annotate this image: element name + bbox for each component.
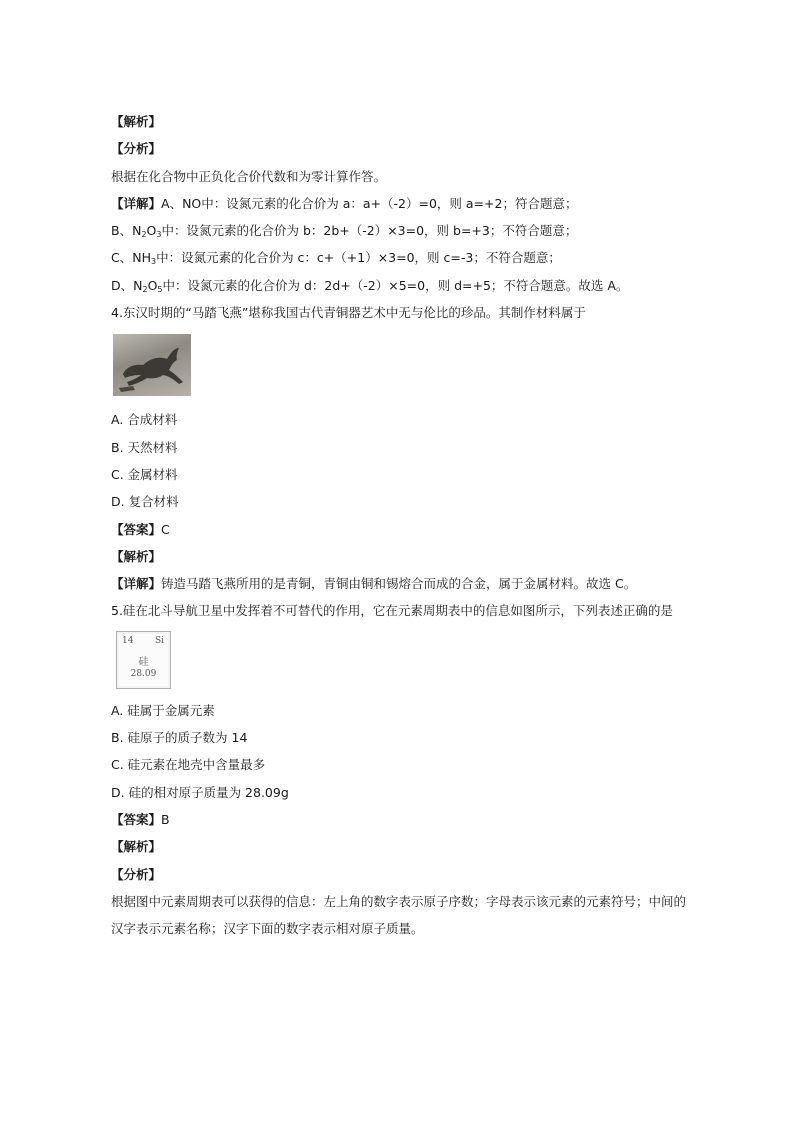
option-d: D. 复合材料: [111, 494, 179, 510]
element-number: 14: [122, 635, 134, 646]
element-mass: 28.09: [130, 668, 157, 679]
element-card: [116, 631, 171, 689]
detail-line: [111, 570, 711, 597]
detail-text: 铸造马踏飞燕所用的是青铜，青铜由铜和锡熔合而成的合金，属于金属材料。故选 C。: [161, 576, 637, 592]
option-b: B. 天然材料: [111, 439, 178, 455]
option-a: A. 硅属于金属元素: [111, 702, 215, 718]
question-5: 5.硅在北斗导航卫星中发挥着不可替代的作用，它在元素周期表中的信息如图所示，下列表述正确的是: [111, 603, 673, 619]
section-jiexi: 【解析】: [111, 548, 162, 564]
bronze-horse-image: [113, 334, 191, 396]
detail-line-c: C、$NH_3$中：设氮元素的化合价为 c：c+（+1）×3=0，则 c=-3；不符合题意；: [111, 250, 561, 267]
option-d: D. 硅的相对原子质量为 28.09g: [111, 784, 289, 800]
detail-line-a: [111, 190, 711, 217]
detail-tag: 【详解】: [111, 576, 162, 592]
answer-line: [111, 806, 711, 833]
analysis-line-1: 根据图中元素周期表可以获得的信息：左上角的数字表示原子序数；字母表示该元素的元素符号；中间的: [111, 893, 687, 909]
answer-value: C: [161, 521, 170, 537]
answer-tag: 【答案】: [111, 811, 162, 827]
option-b: B. 硅原子的质子数为 14: [111, 730, 248, 746]
section-jiexi: 【解析】: [111, 114, 162, 129]
answer-tag: 【答案】: [111, 521, 162, 537]
answer-line: [111, 516, 711, 543]
section-jiexi: 【解析】: [111, 839, 162, 855]
analysis-text: 根据在化合物中正负化合价代数和为零计算作答。: [111, 168, 387, 184]
analysis-line-2: 汉字表示元素名称；汉字下面的数字表示相对原子质量。: [111, 921, 424, 937]
answer-value: B: [161, 811, 170, 827]
detail-line-b: B、$N_2O_3$中：设氮元素的化合价为 b：2b+（-2）×3=0，则 b=+3；不符合题意；: [111, 223, 578, 240]
element-symbol: Si: [154, 635, 164, 646]
section-fenxi: 【分析】: [111, 141, 162, 157]
option-c: C. 硅元素在地壳中含量最多: [111, 757, 266, 773]
option-c: C. 金属材料: [111, 466, 178, 482]
detail-line-d: D、$N_2O_5$中：设氮元素的化合价为 d：2d+（-2）×5=0，则 d=+5；不符合题意。故选 A。: [111, 277, 629, 294]
option-a: A. 合成材料: [111, 412, 178, 428]
horse-icon: [113, 334, 191, 396]
detail-a-text: A、NO中：设氮元素的化合价为 a：a+（-2）=0，则 a=+2；符合题意；: [161, 195, 578, 211]
question-4: 4.东汉时期的“马踏飞燕”堪称我国古代青铜器艺术中无与伦比的珍品。其制作材料属于: [111, 305, 586, 321]
section-fenxi: 【分析】: [111, 866, 162, 882]
element-name: 硅: [138, 656, 149, 668]
document-page: [111, 108, 711, 942]
detail-tag: 【详解】: [111, 195, 162, 211]
